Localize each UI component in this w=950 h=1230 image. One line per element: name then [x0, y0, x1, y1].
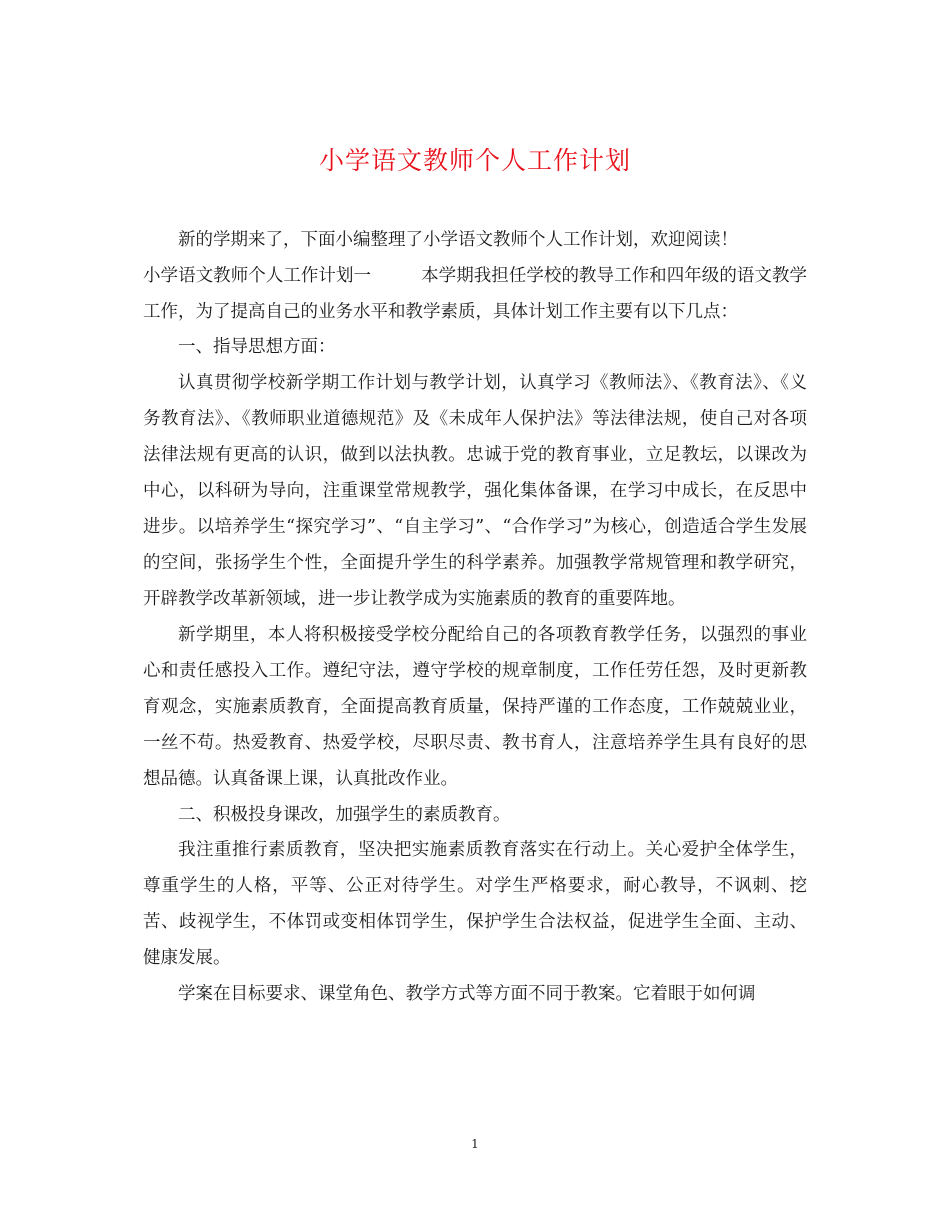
section-1-paragraph-2: 新学期里，本人将积极接受学校分配给自己的各项教育教学任务，以强烈的事业心和责任感投入工作。遵纪守法，遵守学校的规章制度，工作任劳任怨，及时更新教育观念，实施素质教育，全面提高教育质量，保持严谨的工作态度，工作兢兢业业，一丝不苟。热爱教育、热爱学校，尽职尽责、教书育人，注意培养学生具有良好的思想品德。认真备课上课，认真批改作业。	[143, 624, 807, 789]
section-2-paragraph-2: 学案在目标要求、课堂角色、教学方式等方面不同于教案。它着眼于如何调	[178, 983, 756, 1004]
intro-paragraph: 新的学期来了，下面小编整理了小学语文教师个人工作计划，欢迎阅读！	[178, 230, 738, 250]
page-number: 1	[471, 1137, 479, 1151]
plan-paragraph	[143, 258, 807, 330]
document-body	[143, 222, 807, 1012]
plan-opening: 本学期我担任学校的教导工作和四年级的语文教学工作，为了提高自己的业务水平和教学素质，具体计划工作主要有以下几点：	[143, 265, 808, 322]
section-2-paragraph-1: 我注重推行素质教育，坚决把实施素质教育落实在行动上。关心爱护全体学生，尊重学生的人格，平等、公正对待学生。对学生严格要求，耐心教导，不讽刺、挖苦、歧视学生，不体罚或变相体罚学生，保护学生合法权益，促进学生全面、主动、健康发展。	[143, 840, 807, 969]
section-1-heading: 一、指导思想方面：	[178, 337, 336, 358]
plan-heading: 小学语文教师个人工作计划一	[143, 265, 372, 286]
section-1-paragraph-1: 认真贯彻学校新学期工作计划与教学计划，认真学习《教师法》、《教育法》、《义务教育法》、《教师职业道德规范》及《未成年人保护法》等法律法规，使自己对各项法律法规有更高的认识，做到以法执教。忠诚于党的教育事业，立足教坛，以课改为中心，以科研为导向，注重课堂常规教学，强化集体备课，在学习中成长，在反思中进步。以培养学生“探究学习”、“自主学习”、“合作学习”为核心，创造适合学生发展的空间，张扬学生个性，全面提升学生的科学素养。加强教学常规管理和教学研究，开辟教学改革新领域，进一步让教学成为实施素质的教育的重要阵地。	[143, 373, 807, 610]
section-2-heading: 二、积极投身课改，加强学生的素质教育。	[178, 804, 511, 825]
document-title: 小学语文教师个人工作计划	[318, 146, 631, 175]
